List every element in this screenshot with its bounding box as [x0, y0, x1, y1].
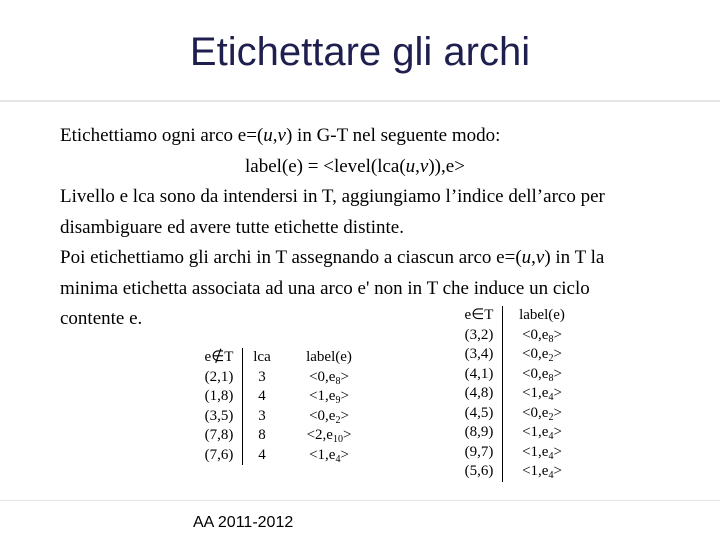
table-row [196, 426, 377, 446]
label-suffix: > [553, 346, 562, 362]
edge-cell: (4,8) [464, 385, 494, 401]
body-line-7: contente e. [60, 308, 143, 329]
edge-cell: (9,7) [464, 443, 494, 460]
edge-cell: (3,5) [204, 407, 234, 424]
label-prefix: <0,e [522, 365, 549, 382]
slide-body [60, 121, 660, 335]
edge-cell: (2,1) [204, 368, 234, 385]
label-suffix: > [553, 424, 562, 440]
table-row [456, 404, 581, 424]
label-cell [281, 407, 377, 427]
label-suffix: > [340, 388, 349, 404]
label-edge-index: 4 [335, 453, 341, 465]
label-prefix: <1,e [522, 463, 549, 479]
label-cell [503, 345, 582, 365]
label-suffix: > [553, 404, 562, 421]
non-tree-edges-table [196, 348, 377, 465]
label-edge-index: 4 [548, 470, 554, 481]
label-cell [281, 387, 377, 407]
label-prefix: <0,e [522, 326, 549, 343]
lca-cell: 8 [243, 426, 282, 446]
label-suffix: > [340, 446, 349, 463]
label-edge-index: 8 [548, 333, 554, 345]
table-row [196, 368, 377, 388]
label-cell [281, 368, 377, 388]
label-suffix: > [553, 326, 562, 343]
label-cell [503, 443, 582, 463]
label-edge-index: 8 [548, 372, 554, 384]
label-prefix: <1,e [522, 424, 549, 440]
label-cell [503, 384, 582, 404]
label-prefix: <0,e [522, 346, 549, 362]
label-edge-index: 8 [335, 375, 341, 387]
lca-cell: 4 [243, 446, 282, 466]
edge-cell: (7,6) [204, 446, 234, 463]
table-row [456, 443, 581, 463]
edge-cell: (4,1) [464, 365, 494, 382]
label-cell [281, 446, 377, 466]
label-prefix: <1,e [309, 388, 336, 404]
header-edge: e∈T [464, 307, 494, 323]
table-row [456, 326, 581, 346]
table-row [456, 462, 581, 482]
slide-title: Etichettare gli archi [189, 30, 531, 74]
edge-cell: (3,4) [464, 346, 494, 362]
lca-cell: 3 [243, 407, 282, 427]
label-prefix: <1,e [522, 443, 549, 460]
label-formula: label(e) = <level(lca(u,v)),e> [245, 155, 465, 177]
label-prefix: <1,e [522, 385, 549, 401]
title-divider [0, 100, 720, 102]
table-row [196, 446, 377, 466]
table-row [456, 423, 581, 443]
label-edge-index: 4 [548, 450, 554, 462]
footer-divider [0, 500, 720, 501]
label-suffix: > [553, 365, 562, 382]
label-prefix: <0,e [309, 407, 336, 424]
edge-cell: (8,9) [464, 424, 494, 440]
header-edge: e∉T [204, 349, 234, 365]
label-edge-index: 10 [332, 434, 343, 445]
label-edge-index: 4 [548, 392, 554, 403]
table-row [456, 365, 581, 385]
label-prefix: <2,e [306, 427, 333, 443]
header-label: label(e) [503, 306, 582, 326]
table-row [196, 407, 377, 427]
label-edge-index: 9 [335, 395, 341, 406]
label-suffix: > [342, 427, 352, 443]
label-suffix: > [340, 368, 349, 385]
body-line-5: Poi etichettiamo gli archi in T assegnando a ciascun arco e=(u,v) in T la [60, 247, 605, 268]
label-prefix: <0,e [309, 368, 336, 385]
edge-cell: (1,8) [204, 388, 234, 404]
label-suffix: > [553, 463, 562, 479]
edge-cell: (5,6) [464, 463, 494, 479]
label-prefix: <1,e [309, 446, 336, 463]
label-edge-index: 2 [548, 411, 554, 423]
header-label: label(e) [306, 349, 352, 365]
body-line-3: Livello e lca sono da intendersi in T, aggiungiamo l’indice dell’arco per [60, 186, 605, 207]
label-cell [281, 426, 377, 446]
tree-edges-table [456, 306, 581, 482]
label-cell [503, 365, 582, 385]
lca-cell: 3 [243, 368, 282, 388]
lca-cell: 4 [243, 387, 282, 407]
label-edge-index: 2 [335, 414, 341, 426]
label-suffix: > [340, 407, 349, 424]
table-row [456, 345, 581, 365]
table-row [456, 384, 581, 404]
label-edge-index: 4 [548, 431, 554, 442]
edge-cell: (4,5) [464, 404, 494, 421]
label-edge-index: 2 [548, 353, 554, 364]
label-suffix: > [553, 385, 562, 401]
label-cell [503, 423, 582, 443]
edge-cell: (3,2) [464, 326, 494, 343]
label-cell [503, 326, 582, 346]
body-line-6: minima etichetta associata ad una arco e' non in T che induce un ciclo [60, 277, 590, 299]
body-line-4: disambiguare ed avere tutte etichette distinte. [60, 216, 404, 238]
body-line-1: Etichettiamo ogni arco e=(u,v) in G-T nel seguente modo: [60, 125, 501, 146]
table-row [196, 387, 377, 407]
table-header-row [196, 348, 377, 368]
edge-cell: (7,8) [204, 427, 234, 443]
label-cell [503, 462, 582, 482]
label-prefix: <0,e [522, 404, 549, 421]
label-cell [503, 404, 582, 424]
footer-text: AA 2011-2012 [193, 514, 294, 531]
table-header-row [456, 306, 581, 326]
header-lca: lca [243, 348, 282, 368]
label-suffix: > [553, 443, 562, 460]
